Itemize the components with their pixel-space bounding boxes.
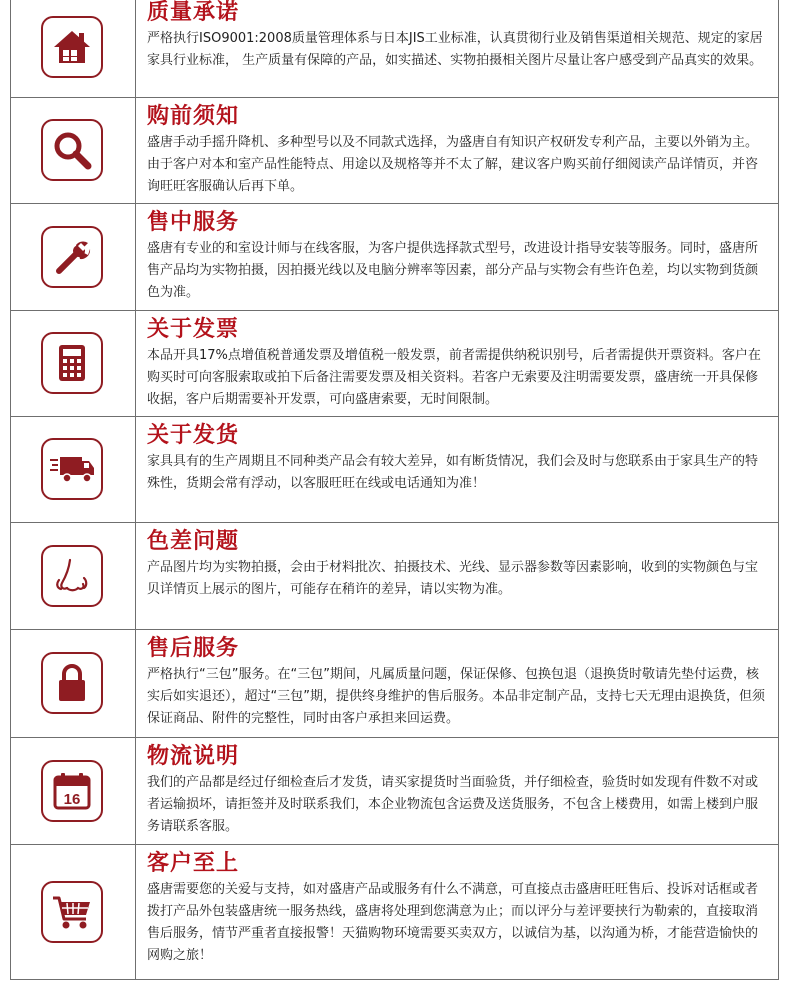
section-body: 盛唐需要您的关爱与支持，如对盛唐产品或服务有什么不满意，可直接点击盛唐旺旺售后、投诉对话框或者拨打产品外包装盛唐统一服务热线，盛唐将处理到您满意为止；而以评分与差评要挟行为勒索的，直接取消售后服务，情节严重者直接报警！天猫购物环境需要买卖双方，以诚信为基，以沟通为桥，才能营造愉快的网购之旅！ [147, 882, 759, 963]
section-row-shipping [11, 417, 778, 523]
section-text [147, 744, 766, 838]
icon-frame [41, 332, 103, 394]
section-text [147, 317, 766, 411]
section-row-logistics [11, 738, 778, 845]
section-title: 购前须知 [147, 104, 240, 129]
icon-frame [41, 16, 103, 78]
padlock-icon [50, 661, 94, 705]
delivery-truck-icon [48, 449, 96, 489]
section-row-customer-first [11, 845, 778, 980]
section-title: 关于发票 [147, 317, 240, 342]
section-text [147, 529, 766, 601]
section-row-quality [11, 0, 778, 98]
section-body: 严格执行“三包”服务。在“三包”期间，凡属质量问题，保证保修、包换包退（退换货时敬请先垫付运费，核实后如实退还），超过“三包”期，提供终身维护的售后服务。本品非定制产品，支持七天无理由退换货，但须保证商品、附件的完整性，同时由客户承担来回运费。 [147, 667, 765, 726]
icon-frame [41, 545, 103, 607]
section-text [147, 636, 766, 730]
section-title: 色差问题 [147, 529, 240, 554]
section-body: 严格执行ISO9001:2008质量管理体系与日本JIS工业标准，认真贯彻行业及销售渠道相关规范、规定的家居家具行业标准， 生产质量有保障的产品，如实描述、实物拍摄相关图片尽量让客户感受到产品真实的效果。 [147, 31, 763, 68]
section-title: 质量承诺 [147, 0, 240, 25]
service-info-table [10, 0, 779, 980]
section-body: 我们的产品都是经过仔细检查后才发货，请买家提货时当面验货，并仔细检查，验货时如发现有件数不对或者运输损坏，请拒签并及时联系我们，本企业物流包含运费及送货服务，不包含上楼费用，如需上楼到户服务请联系客服。 [147, 775, 759, 834]
section-text [147, 851, 766, 967]
calendar-icon [50, 769, 94, 813]
section-row-invoice [11, 311, 778, 417]
section-title: 售中服务 [147, 210, 240, 235]
icon-frame [41, 652, 103, 714]
section-title: 物流说明 [147, 744, 240, 769]
section-row-pre-purchase [11, 98, 778, 204]
shopping-cart-icon [50, 890, 94, 934]
section-body: 产品图片均为实物拍摄，会由于材料批次、拍摄技术、光线、显示器参数等因素影响，收到的实物颜色与宝贝详情页上展示的图片，可能存在稍许的差异，请以实物为准。 [147, 560, 759, 597]
section-title: 客户至上 [147, 851, 240, 876]
magnifier-icon [50, 128, 94, 172]
icon-frame [41, 760, 103, 822]
house-icon [50, 25, 94, 69]
calculator-icon [50, 341, 94, 385]
icon-frame [41, 226, 103, 288]
section-title: 售后服务 [147, 636, 240, 661]
section-body: 家具具有的生产周期且不同种类产品会有较大差异，如有断货情况，我们会及时与您联系由于家具生产的特殊性，货期会常有浮动，以客服旺旺在线或电话通知为准！ [147, 454, 759, 491]
section-row-in-sale [11, 204, 778, 311]
section-text [147, 423, 766, 495]
section-body: 盛唐有专业的和室设计师与在线客服，为客户提供选择款式型号，改进设计指导安装等服务。同时，盛唐所售产品均为实物拍摄，因拍摄光线以及电脑分辨率等因素，部分产品与实物会有些许色差，均以实物到货颜色为准。 [147, 241, 759, 300]
section-text [147, 0, 766, 72]
section-row-after-sale [11, 630, 778, 738]
calendar-date: 16 [63, 791, 81, 808]
icon-frame [41, 881, 103, 943]
icon-frame [41, 119, 103, 181]
nose-icon [50, 554, 94, 598]
icon-frame [41, 438, 103, 500]
section-body: 本品开具17%点增值税普通发票及增值税一般发票，前者需提供纳税识别号，后者需提供开票资料。客户在购买时可向客服索取或拍下后备注需要发票及相关资料。若客户无索要及注明需要发票，盛唐统一开具保修收据，客户后期需要补开发票，可向盛唐索要，无时间限制。 [147, 348, 761, 407]
section-body: 盛唐手动手摇升降机、多种型号以及不同款式选择，为盛唐自有知识产权研发专利产品，主要以外销为主。由于客户对本和室产品性能特点、用途以及规格等并不太了解，建议客户购买前仔细阅读产品详情页，并咨询旺旺客服确认后再下单。 [147, 135, 759, 194]
section-text [147, 104, 766, 198]
section-text [147, 210, 766, 304]
section-title: 关于发货 [147, 423, 240, 448]
section-row-color-difference [11, 523, 778, 630]
wrench-icon [50, 235, 94, 279]
